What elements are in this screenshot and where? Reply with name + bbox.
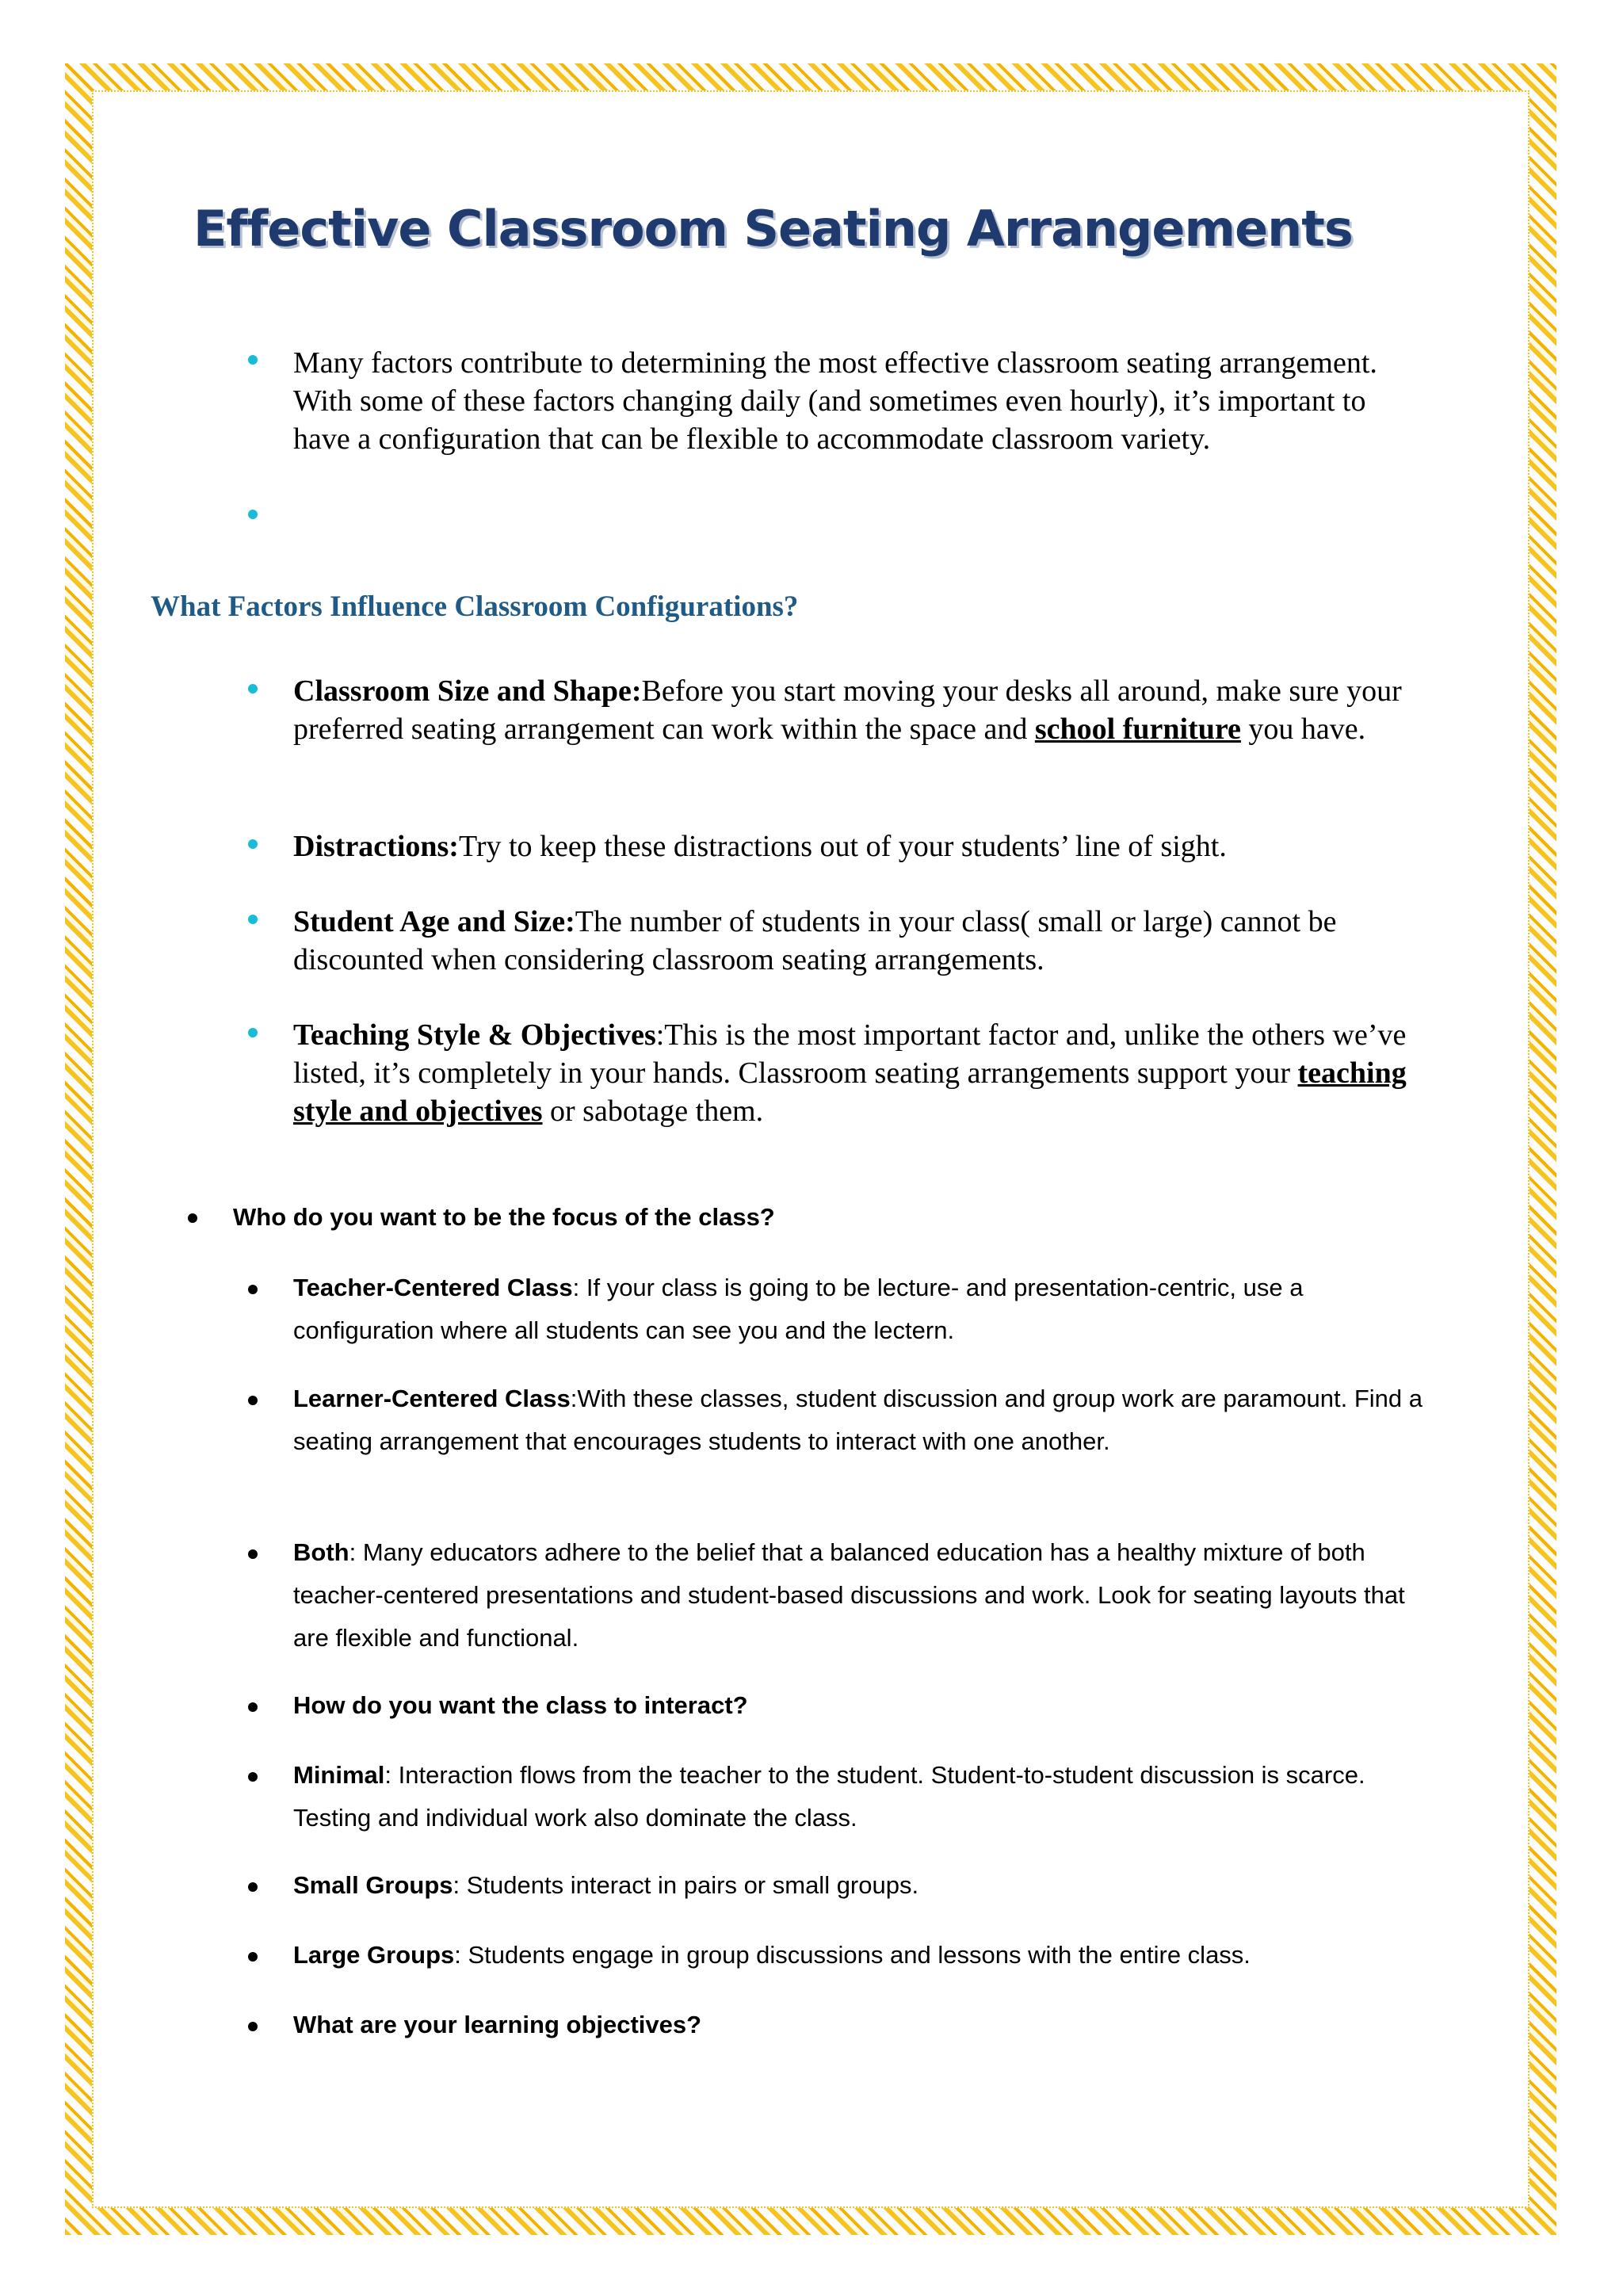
focus-item-label: Both [293, 1538, 349, 1566]
focus-item-label: What are your learning objectives? [293, 2011, 702, 2038]
focus-item-bullet [248, 1702, 258, 1712]
factor-text: The number of students in your class( small or large) cannot be discounted when considering classroom seating arrangements. [293, 905, 1337, 976]
factor-bullet [248, 1028, 258, 1037]
focus-item-learner-centered [293, 1377, 1434, 1463]
focus-item-text: : Students interact in pairs or small groups. [453, 1871, 919, 1899]
factor-label: Distractions: [293, 830, 459, 863]
page-title: Effective Classroom Seating Arrangements [193, 200, 1353, 258]
factor-bullet [248, 839, 258, 849]
focus-item-label: Teacher-Centered Class [293, 1274, 573, 1301]
factor-label: Classroom Size and Shape: [293, 674, 642, 708]
factor-age-size [293, 903, 1442, 979]
focus-item-large-groups [293, 1934, 1434, 1977]
factor-label: Teaching Style & Objectives [293, 1018, 656, 1052]
factor-size-shape [293, 672, 1442, 748]
focus-item-text: : Interaction flows from the teacher to the student. Student-to-student discussion is scarce. Testing and individual work also dominate the class. [293, 1761, 1365, 1832]
focus-item-label: How do you want the class to interact? [293, 1691, 748, 1719]
focus-item-bullet [248, 2022, 258, 2031]
focus-question: Who do you want to be the focus of the class? [233, 1203, 775, 1231]
factor-text: you have. [1240, 712, 1366, 746]
factor-text: Try to keep these distractions out of your students’ line of sight. [458, 830, 1227, 863]
focus-item-bullet [248, 1952, 258, 1962]
focus-item-small-groups [293, 1864, 1434, 1907]
focus-item-label: Large Groups [293, 1941, 455, 1969]
focus-item-minimal [293, 1754, 1442, 1839]
empty-bullet [248, 510, 258, 519]
focus-item-label: Learner-Centered Class [293, 1385, 571, 1412]
focus-bullet [188, 1213, 197, 1223]
intro-bullet [248, 355, 258, 365]
focus-item-text: : Many educators adhere to the belief that a balanced education has a healthy mixture of both teacher-centered presentations and student-based discussions and work. Look for seating layouts that are flexible and functional. [293, 1538, 1405, 1652]
focus-item-teacher-centered [293, 1266, 1434, 1352]
focus-item-both [293, 1531, 1434, 1660]
school-furniture-link[interactable]: school furniture [1034, 712, 1241, 746]
focus-item-text: :With these classes, student discussion and group work are paramount. Find a seating arrangement that encourages students to interact with one another. [293, 1385, 1423, 1455]
factor-distractions [293, 827, 1442, 865]
factor-text: or sabotage them. [542, 1095, 764, 1128]
intro-paragraph: Many factors contribute to determining the most effective classroom seating arrangement. With some of these factors changing daily (and sometimes even hourly), it’s important to have a configuration that can be flexible to accommodate classroom variety. [293, 346, 1377, 456]
focus-item-bullet [248, 1396, 258, 1405]
focus-item-text: : If your class is going to be lecture- and presentation-centric, use a configuration where all students can see you and the lectern. [293, 1274, 1304, 1344]
focus-item-bullet [248, 1772, 258, 1782]
focus-item-label: Small Groups [293, 1871, 453, 1899]
focus-item-label: Minimal [293, 1761, 385, 1789]
factor-teaching-style [293, 1016, 1442, 1130]
factors-heading: What Factors Influence Classroom Configurations? [151, 590, 799, 623]
factor-label: Student Age and Size: [293, 905, 575, 938]
factor-text: :This is the most important factor and, unlike the others we’ve listed, it’s completely in your hands. Classroom seating arrangements support your [293, 1018, 1407, 1090]
factor-bullet [248, 915, 258, 924]
focus-item-bullet [248, 1285, 258, 1294]
factor-bullet [248, 684, 258, 693]
focus-item-bullet [248, 1549, 258, 1559]
factor-text: Before you start moving your desks all around, make sure your preferred seating arrangement can work within the space and [293, 674, 1402, 746]
focus-item-objectives-question [293, 2004, 1434, 2046]
focus-item-interaction-question [293, 1684, 1434, 1727]
teaching-style-link[interactable]: teaching style and objectives [293, 1056, 1407, 1128]
focus-item-bullet [248, 1882, 258, 1892]
focus-item-text: : Students engage in group discussions and lessons with the entire class. [454, 1941, 1251, 1969]
